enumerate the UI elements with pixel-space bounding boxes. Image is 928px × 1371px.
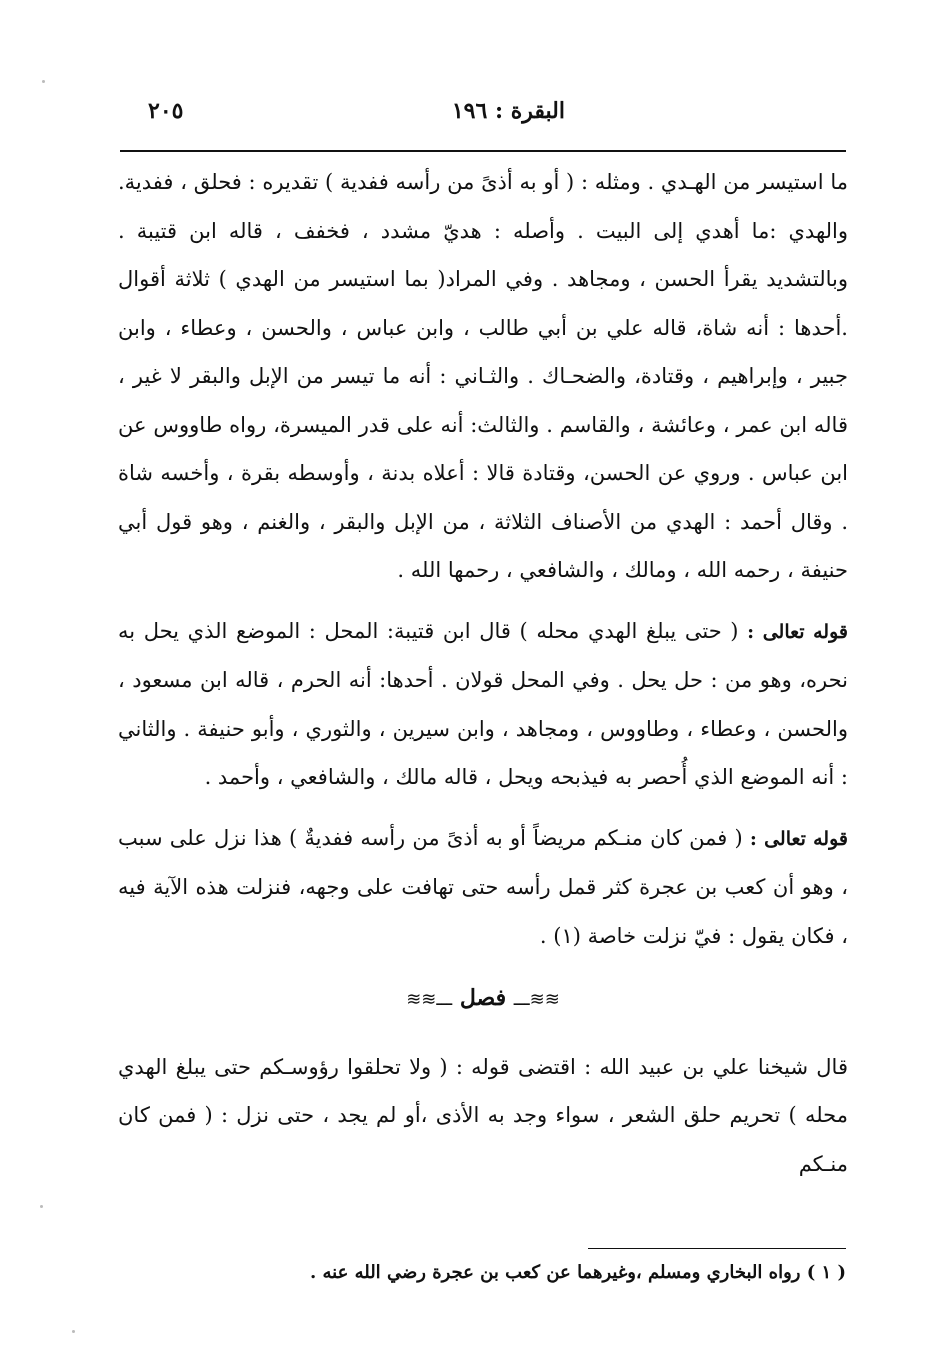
- paragraph-text: ما استيسر من الهـدي . ومثله : ( أو به أذىً من رأسه ففدية ) تقديره : فحلق ، ففدية. والهدي :ما أهدي إلى البيت . وأصله : هديّ مشدد ، فخفف ، قاله ابن قتيبة . وبالتشديد يقرأ الحسن ، ومجاهد . وفي المراد( بما استيسر من الهدي ) ثلاثة أقوال .أحدها : أنه شاة، قاله علي بن أبي طالب ، وابن عباس ، والحسن ، وعطاء ، وابن جبير ، وإبراهيم ، وقتادة، والضحـاك . والثـاني : أنه ما تيسر من الإبل والبقر لا غير ، قاله ابن عمر ، وعائشة ، والقاسم . والثالث: أنه على قدر الميسرة، رواه طاووس عن ابن عباس . وروي عن الحسن، وقتادة قالا : أعلاه بدنة ، وأوسطه بقرة ، وأخسه شاة . وقال أحمد : الهدي من الأصناف الثلاثة ، من الإبل والبقر ، والغنم ، وهو قول أبي حنيفة ، رحمه الله ، ومالك ، والشافعي ، رحمها الله .: [118, 170, 848, 582]
- paragraph-lead: قوله تعالى :: [747, 620, 848, 643]
- paragraph-lead: قوله تعالى :: [749, 827, 848, 850]
- paragraph-text: قال شيخنا علي بن عبيد الله : اقتضى قوله : ( ولا تحلقوا رؤوسـكم حتى يبلغ الهدي محله ) تحريم حلق الشعر ، سواء وجد به الأذى ،أو لم يجد ، حتى نزل : ( فمن كان منـكم: [118, 1054, 848, 1176]
- header-rule: [120, 150, 846, 152]
- scan-speck: [72, 1330, 75, 1333]
- ornament-right: ≋≋ـــ: [513, 989, 560, 1010]
- paragraph: [118, 607, 848, 802]
- section-heading: [118, 974, 848, 1025]
- scan-speck: [42, 80, 45, 83]
- ornament-left: ـــ≋≋: [406, 989, 453, 1010]
- paragraph: [118, 814, 848, 961]
- main-text: [118, 158, 848, 1188]
- footnote-rule: [588, 1248, 846, 1249]
- running-header: [120, 92, 820, 132]
- paragraph: [118, 1043, 848, 1189]
- page-number: ٢٠٥: [148, 98, 184, 124]
- paragraph-text: ( حتى يبلغ الهدي محله ) قال ابن قتيبة: المحل : الموضع الذي يحل به نحره، وهو من : حل يحل . وفي المحل قولان . أحدها: أنه الحرم ، قاله ابن مسعود ، والحسن ، وعطاء ، وطاووس ، ومجاهد ، وابن سيرين ، والثوري ، وأبو حنيفة . والثاني : أنه الموضع الذي أُحصر به فيذبحه ويحل ، قاله مالك ، والشافعي ، وأحمد .: [118, 618, 848, 789]
- paragraph-text: ( فمن كان منـكم مريضاً أو به أذىً من رأسه ففديةٌ ) هذا نزل على سبب ، وهو أن كعب بن عجرة كثر قمل رأسه حتى تهافت على وجهه، فنزلت هذه الآية فيه ، فكان يقول : فيّ نزلت خاصة (١) .: [118, 825, 848, 948]
- footnote: ( ١ ) رواه البخاري ومسلم ،وغيرهما عن كعب بن عجرة رضي الله عنه .: [309, 1262, 846, 1283]
- section-heading-label: فصل: [459, 985, 507, 1011]
- paragraph: [118, 158, 848, 595]
- header-title: البقرة : ١٩٦: [451, 98, 565, 124]
- scan-speck: [40, 1205, 43, 1208]
